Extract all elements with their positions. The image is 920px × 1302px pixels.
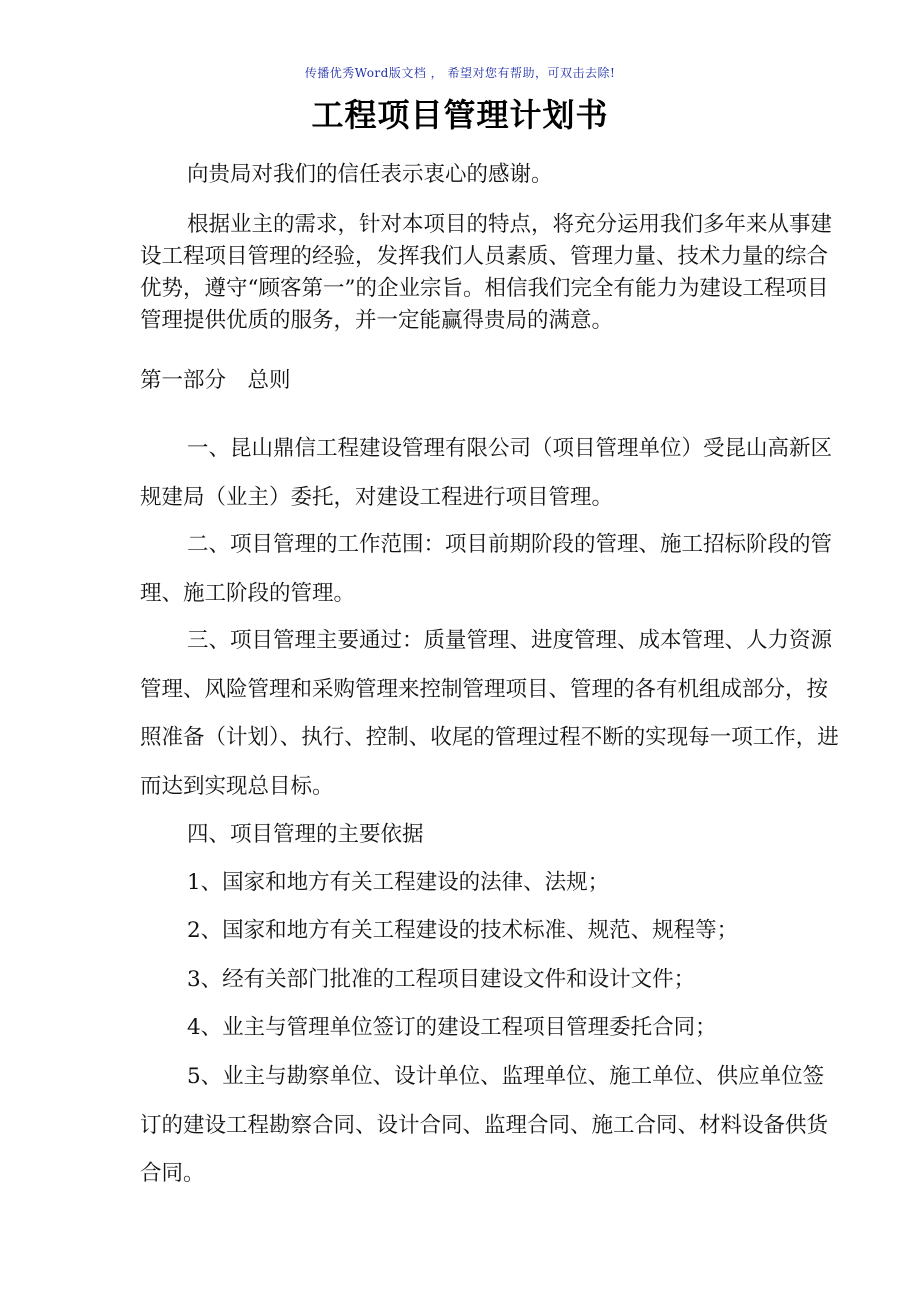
clause-1: 一、昆山鼎信工程建设管理有限公司（项目管理单位）受昆山高新区规建局（业主）委托，对建设工程进行项目管理。 (140, 436, 833, 510)
basis-item-2: 2、国家和地方有关工程建设的技术标准、规范、规程等； (187, 918, 739, 943)
section-heading: 第一部分 总则 (140, 368, 291, 393)
basis-item-1: 1、国家和地方有关工程建设的法律、法规； (187, 870, 610, 895)
banner-note: 传播优秀Word版文档 ， 希望对您有帮助，可双击去除! (304, 66, 616, 80)
clause-3: 三、项目管理主要通过：质量管理、进度管理、成本管理、人力资源管理、风险管理和采购管理来控制管理项目、管理的各有机组成部分，按照准备（计划）、执行、控制、收尾的管理过程不断的实现每一项工作，进而达到实现总目标。 (140, 628, 839, 799)
intro-thanks: 向贵局对我们的信任表示衷心的感谢。 (187, 162, 553, 187)
document-title: 工程项目管理计划书 (311, 96, 609, 134)
basis-item-3: 3、经有关部门批准的工程项目建设文件和设计文件； (187, 967, 696, 992)
basis-item-5: 5、业主与勘察单位、设计单位、监理单位、施工单位、供应单位签订的建设工程勘察合同、设计合同、监理合同、施工合同、材料设备供货合同。 (140, 1064, 829, 1186)
intro-commitment: 根据业主的需求，针对本项目的特点，将充分运用我们多年来从事建设工程项目管理的经验，发挥我们人员素质、管理力量、技术力量的综合优势，遵守“顾客第一”的企业宗旨。相信我们完全有能力为建设工程项目管理提供优质的服务，并一定能赢得贵局的满意。 (140, 212, 833, 333)
basis-item-4: 4、业主与管理单位签订的建设工程项目管理委托合同； (187, 1015, 717, 1040)
clause-2: 二、项目管理的工作范围：项目前期阶段的管理、施工招标阶段的管理、施工阶段的管理。 (140, 532, 833, 606)
clause-4: 四、项目管理的主要依据 (187, 822, 424, 847)
